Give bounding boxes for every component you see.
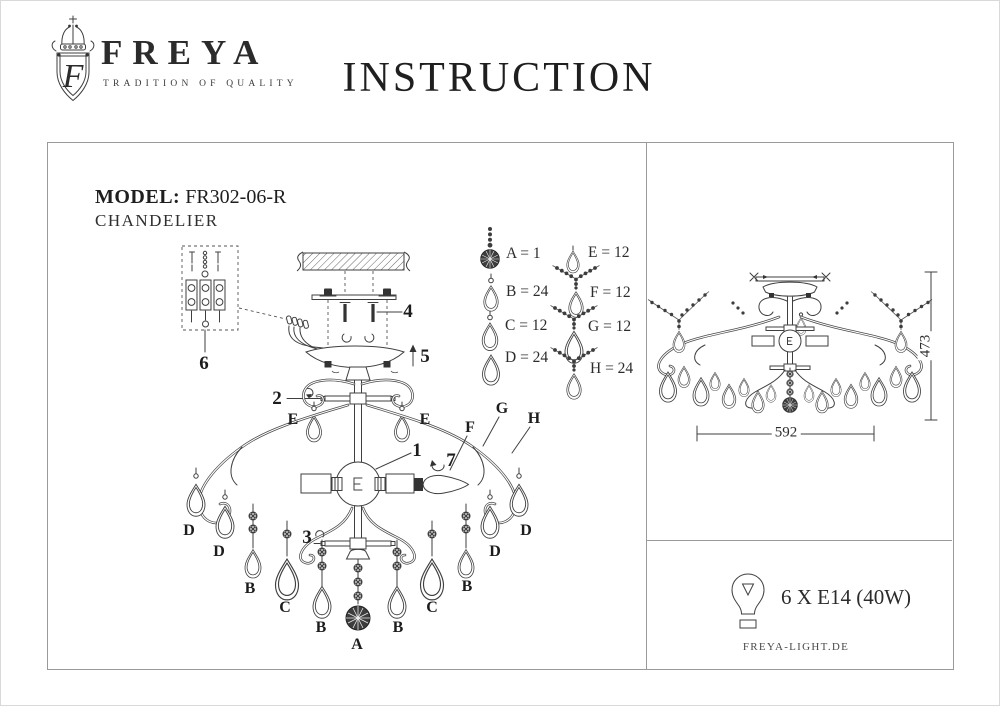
label-b3: B [392, 619, 404, 636]
bulb-icon [723, 568, 773, 638]
candle-bulb [414, 460, 469, 494]
width-dimension: 592 [772, 425, 801, 442]
label-d-outer-right: D [520, 522, 532, 539]
label-d-outer-left: D [183, 522, 195, 539]
legend-g: G = 12 [588, 318, 632, 335]
callout-4: 4 [403, 301, 413, 322]
chandelier-silhouette [648, 273, 932, 413]
label-e-left: E [287, 411, 299, 428]
label-d-inner-right: D [489, 543, 501, 560]
wire-nuts [286, 316, 309, 329]
upper-arms [303, 380, 412, 442]
label-b1: B [244, 580, 256, 597]
legend-f: F = 12 [590, 284, 631, 301]
callout-5: 5 [420, 346, 430, 367]
callout-6: 6 [199, 353, 209, 374]
page-title: INSTRUCTION [342, 55, 656, 101]
terminal-block [182, 246, 286, 352]
label-c-right: C [426, 599, 438, 616]
legend-a: A = 1 [506, 245, 541, 262]
callout-7: 7 [446, 450, 456, 471]
ceiling [297, 252, 410, 271]
canopy [306, 334, 417, 380]
height-dimension: 473 [918, 332, 935, 361]
horizontal-divider [646, 540, 952, 541]
legend-h: H = 24 [590, 360, 634, 377]
legend-b: B = 24 [506, 283, 549, 300]
lamp-body [301, 453, 469, 506]
assembly-diagram [46, 143, 646, 668]
product-type: CHANDELIER [95, 211, 219, 230]
label-f: F [465, 419, 475, 436]
website: FREYA-LIGHT.DE [742, 641, 850, 653]
label-g: G [495, 400, 509, 417]
label-c-left: C [279, 599, 291, 616]
legend-c: C = 12 [505, 317, 548, 334]
arrow-up-icon [410, 345, 417, 367]
dimension-lines [697, 272, 937, 441]
logo-monogram: F [62, 58, 84, 95]
screw-icon [340, 303, 378, 323]
legend-e: E = 12 [588, 244, 630, 261]
brand-wordmark: FREYA [101, 33, 269, 72]
pendants [660, 366, 921, 413]
bulb-spec: 6 X E14 (40W) [781, 585, 912, 609]
dimension-view [646, 143, 952, 540]
label-a: A [351, 636, 363, 653]
label-e-right: E [419, 411, 431, 428]
callout-2: 2 [272, 388, 282, 409]
crown-icon [52, 16, 94, 51]
model-label: MODEL: [95, 186, 181, 208]
legend-d: D = 24 [505, 349, 549, 366]
callout-1: 1 [412, 440, 422, 461]
label-h: H [527, 410, 541, 427]
brand-tagline: TRADITION OF QUALITY [103, 79, 298, 89]
label-d-inner-left: D [213, 543, 225, 560]
label-b2: B [315, 619, 327, 636]
callout-3: 3 [302, 527, 312, 548]
label-b4: B [461, 578, 473, 595]
model-value: FR302-06-R [185, 186, 287, 208]
